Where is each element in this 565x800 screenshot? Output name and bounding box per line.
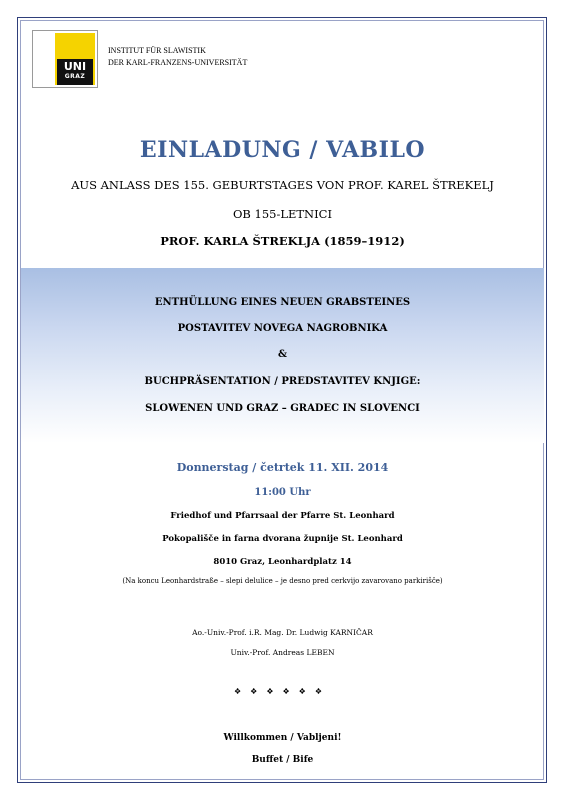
institute-line-2: DER KARL-FRANZENS-UNIVERSITÄT — [108, 58, 248, 67]
program-line-1: ENTHÜLLUNG EINES NEUEN GRABSTEINES — [154, 297, 411, 308]
occasion-line-2: OB 155-LETNICI — [232, 207, 333, 221]
occasion-line-3: PROF. KARLA ŠTREKLJA (1859–1912) — [160, 234, 405, 248]
uni-graz-logo — [32, 30, 98, 88]
diamond-separator: ❖❖❖❖❖❖ — [233, 687, 332, 696]
logo-uni-text: UNI — [63, 60, 87, 73]
program-line-2: POSTAVITEV NOVEGA NAGROBNIKA — [177, 323, 388, 334]
program-line-4: BUCHPRÄSENTATION / PREDSTAVITEV KNJIGE: — [144, 376, 421, 387]
logo-black-block — [57, 59, 93, 85]
speaker-2: Univ.-Prof. Andreas LEBEN — [230, 648, 335, 657]
program-line-5: SLOWENEN UND GRAZ – GRADEC IN SLOVENCI — [145, 403, 420, 414]
institute-line-1: INSTITUT FÜR SLAWISTIK — [108, 46, 206, 55]
event-date: Donnerstag / četrtek 11. XII. 2014 — [176, 461, 389, 474]
page-title: EINLADUNG / VABILO — [139, 137, 426, 163]
logo-graz-text: GRAZ — [64, 73, 86, 80]
venue-slovene: Pokopališče in farna dvorana župnije St. Leonhard — [162, 534, 403, 544]
venue-german: Friedhof und Pfarrsaal der Pfarre St. Leonhard — [170, 511, 395, 521]
venue-address: 8010 Graz, Leonhardplatz 14 — [213, 557, 352, 567]
closing-welcome: Willkommen / Vabljeni! — [223, 733, 342, 743]
venue-directions: (Na koncu Leonhardstraße – slepi delulice – je desno pred cerkvijo zavarovano parkirišče) — [122, 577, 443, 585]
event-time: 11:00 Uhr — [254, 487, 311, 498]
speaker-1: Ao.-Univ.-Prof. i.R. Mag. Dr. Ludwig KARNIČAR — [192, 628, 373, 637]
program-ampersand: & — [277, 349, 288, 360]
occasion-line-1: AUS ANLASS DES 155. GEBURTSTAGES VON PROF. KAREL ŠTREKELJ — [71, 178, 494, 192]
closing-buffet: Buffet / Bife — [251, 755, 314, 765]
institute-name — [108, 45, 247, 69]
